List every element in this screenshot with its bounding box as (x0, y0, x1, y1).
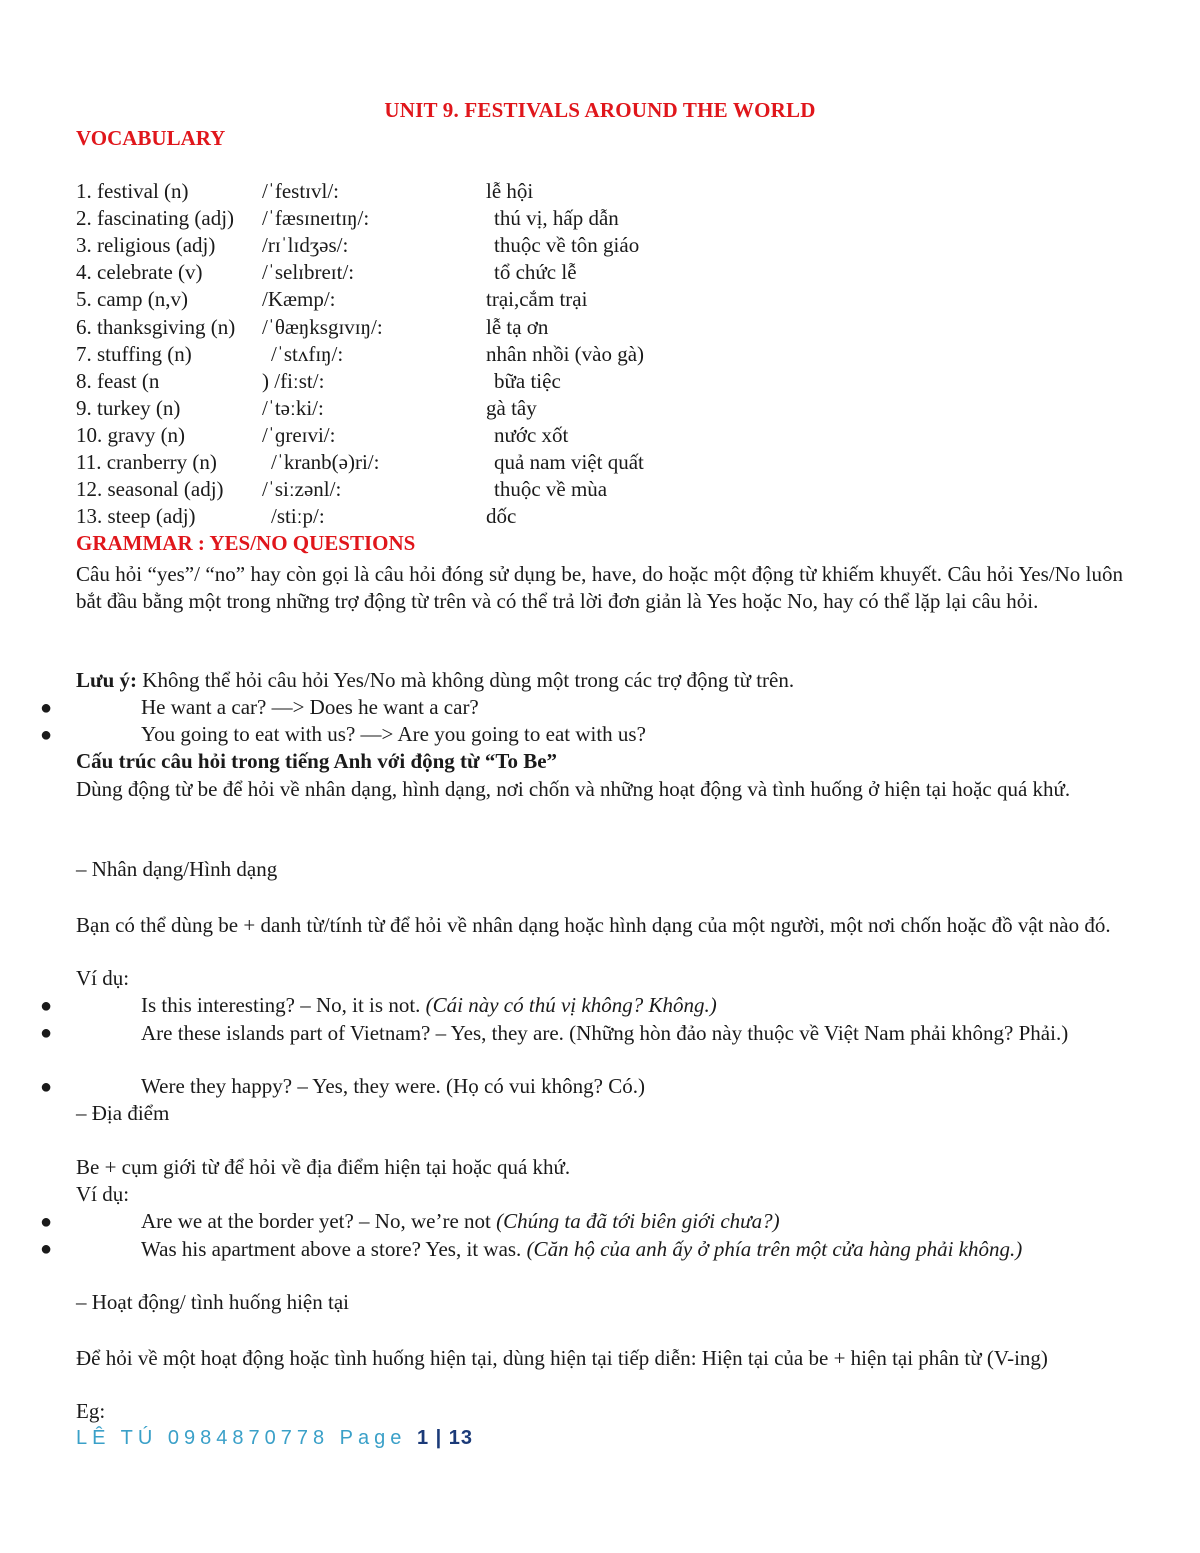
bullet-icon: ● (40, 1022, 53, 1044)
intro-paragraph: Câu hỏi “yes”/ “no” hay còn gọi là câu hỏi đóng sử dụng be, have, do hoặc một động từ khiếm khuyết. Câu hỏi Yes/No luôn bắt đầu bằng một trong những trợ động từ trên và có thể trả lời đơn giản là Yes hoặc No, hay có thể lặp lại câu hỏi. (76, 562, 1123, 613)
note-example-2: You going to eat with us? —> Are you going to eat with us? (141, 722, 646, 746)
vocab-meaning: thuộc về tôn giáo (494, 233, 640, 258)
vocab-ipa: ) /fiːst/: (262, 368, 325, 393)
vocab-word: 6. thanksgiving (n) (76, 314, 236, 339)
example-label: Ví dụ: (76, 966, 130, 990)
footer-separator: | (429, 1427, 449, 1449)
vocab-row (76, 287, 1176, 314)
vocab-meaning: thú vị, hấp dẫn (494, 206, 619, 231)
vocab-ipa: /ˈθæŋksgɪvɪŋ/: (262, 314, 383, 339)
place-heading: – Địa điểm (76, 1101, 170, 1125)
vocab-meaning: dốc (486, 504, 517, 529)
vocab-word: 2. fascinating (adj) (76, 206, 235, 231)
vocab-row (76, 233, 1176, 260)
vocab-word: 10. gravy (n) (76, 422, 186, 447)
vocab-meaning: bữa tiệc (494, 368, 561, 393)
grammar-heading: GRAMMAR : YES/NO QUESTIONS (76, 531, 416, 555)
place-example-2 (76, 1236, 1123, 1263)
vocab-word: 12. seasonal (adj) (76, 477, 224, 502)
vocab-row (76, 179, 1176, 206)
note-label: Lưu ý: (76, 668, 138, 692)
vocab-word: 1. festival (n) (76, 179, 189, 203)
vocab-meaning: trại,cắm trại (486, 287, 588, 312)
vocabulary-heading: VOCABULARY (76, 126, 226, 150)
vocab-row (76, 315, 1176, 342)
place-paragraph: Be + cụm giới từ để hỏi về địa điểm hiện tại hoặc quá khứ. (76, 1155, 571, 1179)
example-translation: (Chúng ta đã tới biên giới chưa?) (496, 1209, 780, 1233)
example-text: Is this interesting? – No, it is not. (141, 993, 426, 1017)
example-translation: (Cái này có thú vị không? Không.) (425, 993, 717, 1017)
vocab-ipa: /ˈstʌfɪŋ/: (271, 341, 344, 366)
example-text: Was his apartment above a store? Yes, it was. (141, 1237, 527, 1261)
vocab-row (76, 206, 1176, 233)
vocab-word: 7. stuffing (n) (76, 341, 192, 366)
vocab-word: 9. turkey (n) (76, 395, 181, 420)
vocab-word: 8. feast (n (76, 368, 160, 393)
example-text: Are we at the border yet? – No, we’re not (141, 1209, 497, 1233)
vocab-row (76, 260, 1176, 287)
vocab-meaning: lễ hội (486, 179, 534, 203)
vocab-meaning: thuộc về mùa (494, 477, 608, 502)
vocab-word: 3. religious (adj) (76, 233, 216, 258)
bullet-icon: ● (40, 724, 53, 746)
vocab-word: 13. steep (adj) (76, 504, 196, 529)
tobe-paragraph: Dùng động từ be để hỏi về nhân dạng, hình dạng, nơi chốn và những hoạt động và tình huống ở hiện tại hoặc quá khứ. (76, 777, 1071, 801)
vocab-row (76, 477, 1176, 504)
vocab-meaning: tổ chức lễ (494, 260, 577, 285)
bullet-icon: ● (40, 1238, 53, 1260)
activity-paragraph: Để hỏi về một hoạt động hoặc tình huống hiện tại, dùng hiện tại tiếp diễn: Hiện tại của be + hiện tại phân từ (V-ing) (76, 1346, 1048, 1370)
bullet-icon: ● (40, 1076, 53, 1098)
identity-example-2: Are these islands part of Vietnam? – Yes, they are. (Những hòn đảo này thuộc về Việt Nam phải không? Phải.) (141, 1021, 1069, 1045)
vocab-meaning: gà tây (486, 395, 537, 420)
vocab-row (76, 423, 1176, 450)
vocab-ipa: /ˈfestɪvl/: (262, 179, 339, 203)
identity-paragraph: Bạn có thể dùng be + danh từ/tính từ để hỏi về nhân dạng hoặc hình dạng của một người, một nơi chốn hoặc đồ vật nào đó. (76, 913, 1111, 937)
page-title: UNIT 9. FESTIVALS AROUND THE WORLD (384, 98, 816, 122)
vocab-meaning: lễ tạ ơn (486, 314, 549, 339)
example-translation: (Căn hộ của anh ấy ở phía trên một cửa hàng phải không.) (526, 1237, 1023, 1261)
vocab-ipa: /ˈfæsɪneɪtɪŋ/: (262, 206, 370, 231)
bullet-icon: ● (40, 995, 53, 1017)
vocab-ipa: /ˈkranb(ə)ri/: (271, 450, 380, 474)
vocab-ipa: /rɪˈlɪdʒəs/: (262, 233, 349, 258)
tobe-heading: Cấu trúc câu hỏi trong tiếng Anh với động từ “To Be” (76, 749, 558, 773)
place-example-1 (141, 1209, 780, 1234)
bullet-icon: ● (40, 1211, 53, 1233)
vocab-word: 5. camp (n,v) (76, 287, 188, 312)
vocab-meaning: nước xốt (494, 422, 569, 447)
vocab-ipa: /stiːp/: (271, 504, 325, 529)
vocab-meaning: quả nam việt quất (494, 450, 644, 474)
identity-example-3: Were they happy? – Yes, they were. (Họ có vui không? Có.) (141, 1074, 645, 1098)
note-example-1: He want a car? —> Does he want a car? (141, 695, 479, 719)
identity-example-1 (141, 993, 717, 1018)
note-text: Không thể hỏi câu hỏi Yes/No mà không dùng một trong các trợ động từ trên. (137, 668, 795, 692)
vocab-word: 11. cranberry (n) (76, 450, 217, 474)
footer-page-number: 1 (416, 1427, 430, 1449)
note-line (76, 668, 794, 693)
vocab-meaning: nhân nhồi (vào gà) (486, 341, 645, 366)
vocab-row (76, 342, 1176, 369)
vocab-ipa: /ˈsiːzənl/: (262, 477, 342, 502)
vocab-ipa: /ˈtəːki/: (262, 395, 324, 420)
vocab-row (76, 369, 1176, 396)
vocab-ipa: /ˈɡreɪvi/: (262, 422, 336, 447)
eg-label: Eg: (76, 1399, 106, 1423)
activity-heading: – Hoạt động/ tình huống hiện tại (76, 1290, 349, 1314)
vocab-row (76, 450, 1176, 477)
bullet-icon: ● (40, 697, 53, 719)
vocab-ipa: /ˈselɪbreɪt/: (262, 260, 355, 285)
footer-author: LÊ TÚ 0984870778 Page (76, 1427, 417, 1449)
vocab-row (76, 396, 1176, 423)
example-label: Ví dụ: (76, 1182, 130, 1206)
vocab-ipa: /Kæmp/: (262, 287, 336, 312)
page-footer (76, 1427, 473, 1450)
footer-total-pages: 13 (448, 1427, 474, 1449)
vocab-word: 4. celebrate (v) (76, 260, 203, 285)
identity-heading: – Nhân dạng/Hình dạng (76, 857, 278, 881)
vocab-row (76, 504, 1176, 531)
